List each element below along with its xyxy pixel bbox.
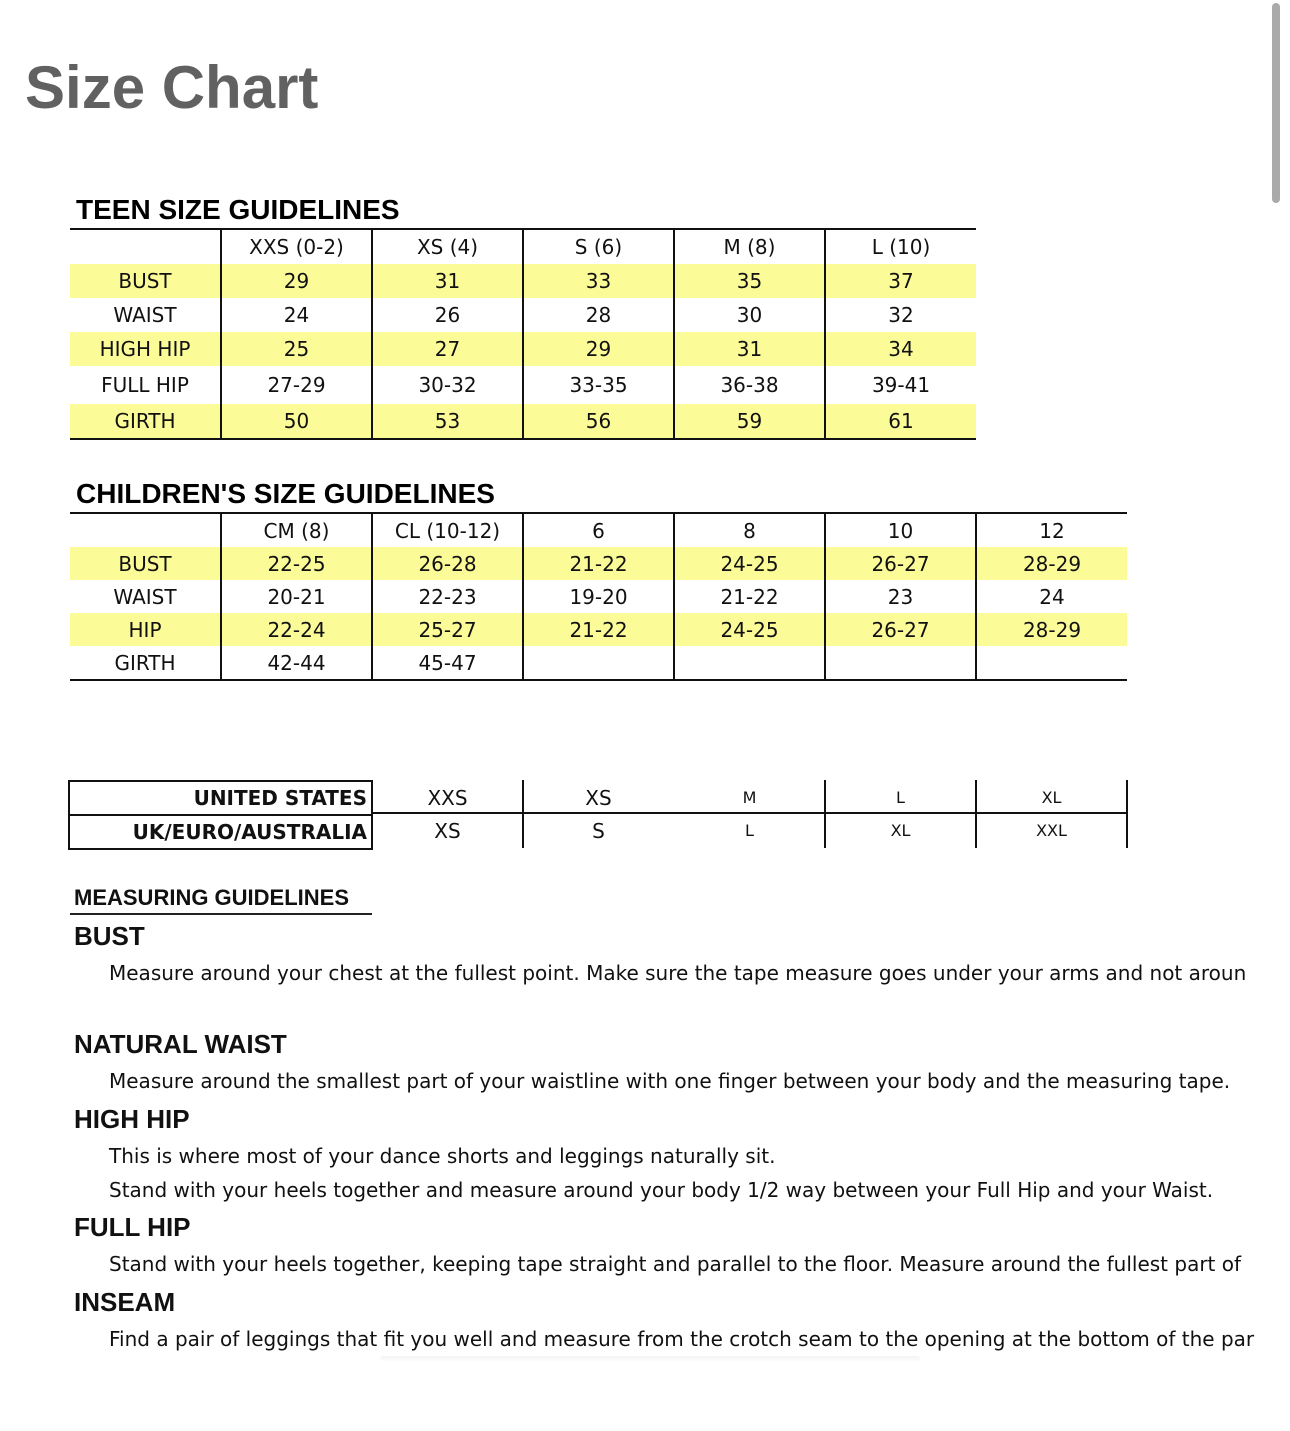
row-label: GIRTH (70, 404, 221, 439)
table-row (70, 613, 1127, 646)
table-cell: 27 (372, 332, 523, 366)
uk-size-cell: XL (890, 821, 911, 840)
table-cell: 59 (674, 404, 825, 439)
table-cell (825, 646, 976, 680)
table-cell: 19-20 (523, 580, 674, 613)
table-cell: 22-25 (221, 547, 372, 580)
table-cell: 24-25 (674, 547, 825, 580)
table-cell: 21-22 (523, 613, 674, 646)
table-cell: 45-47 (372, 646, 523, 680)
table-row (70, 264, 976, 298)
table-cell: 39-41 (825, 366, 976, 404)
guideline-text: Find a pair of leggings that fit you well and measure from the crotch seam to the opening at the bottom of the par (109, 1327, 1255, 1351)
title-underline (70, 913, 372, 915)
table-cell (523, 646, 674, 680)
scrollbar-thumb[interactable] (1272, 3, 1280, 203)
row-label: HIGH HIP (70, 332, 221, 366)
children-size-table (70, 512, 1127, 681)
guideline-heading: HIGH HIP (74, 1104, 190, 1134)
table-cell: 20-21 (221, 580, 372, 613)
row-label: FULL HIP (101, 373, 189, 397)
uk-size-cell: XXL (1036, 821, 1067, 840)
region-label-box (68, 780, 373, 850)
us-size-cell: XXS (427, 786, 468, 810)
table-cell: 31 (372, 264, 523, 298)
header-cell: CM (8) (221, 513, 372, 547)
table-cell (976, 646, 1127, 680)
table-header-row (70, 513, 1127, 547)
table-cell: 30-32 (372, 366, 523, 404)
header-cell: 6 (523, 513, 674, 547)
table-cell: 26 (372, 298, 523, 332)
us-region-label: UNITED STATES (193, 786, 367, 810)
table-cell: 26-27 (825, 613, 976, 646)
measuring-guidelines-title: MEASURING GUIDELINES (74, 885, 350, 910)
table-cell: 24 (221, 298, 372, 332)
table-cell: 34 (825, 332, 976, 366)
divider (371, 812, 1128, 814)
row-label: WAIST (113, 303, 177, 327)
table-cell: 53 (372, 404, 523, 439)
header-cell: CL (10-12) (372, 513, 523, 547)
table-cell: 35 (674, 264, 825, 298)
table-cell: 24-25 (674, 613, 825, 646)
table-row (70, 332, 976, 366)
table-cell: 21-22 (674, 580, 825, 613)
row-label: BUST (70, 547, 221, 580)
table-cell: 37 (825, 264, 976, 298)
header-cell: 10 (825, 513, 976, 547)
table-cell: 32 (825, 298, 976, 332)
table-cell: 42-44 (221, 646, 372, 680)
guideline-heading: INSEAM (74, 1287, 176, 1317)
table-cell: 25 (221, 332, 372, 366)
uk-size-cell: S (592, 819, 605, 843)
table-row (70, 298, 976, 332)
table-row (70, 366, 976, 404)
uk-size-cell: L (745, 821, 754, 840)
table-cell: 26-27 (825, 547, 976, 580)
page-title: Size Chart (25, 54, 319, 121)
header-cell (70, 229, 221, 264)
guideline-heading: NATURAL WAIST (74, 1029, 287, 1059)
us-size-cell: XS (585, 786, 612, 810)
header-cell: 12 (976, 513, 1127, 547)
table-cell: 30 (674, 298, 825, 332)
table-cell: 61 (825, 404, 976, 439)
header-cell: 8 (674, 513, 825, 547)
guideline-text: Stand with your heels together, keeping tape straight and parallel to the floor. Measure around the fullest part of (109, 1252, 1242, 1276)
table-cell: 33 (523, 264, 674, 298)
table-cell: 31 (674, 332, 825, 366)
table-cell: 23 (825, 580, 976, 613)
guideline-heading: BUST (74, 921, 145, 951)
header-cell: L (10) (825, 229, 976, 264)
table-cell: 28 (523, 298, 674, 332)
header-cell: XXS (0-2) (221, 229, 372, 264)
table-cell: 25-27 (372, 613, 523, 646)
table-cell: 28-29 (976, 613, 1127, 646)
row-label: HIP (70, 613, 221, 646)
header-cell: M (8) (674, 229, 825, 264)
table-cell: 22-23 (372, 580, 523, 613)
table-cell: 29 (221, 264, 372, 298)
table-cell: 56 (523, 404, 674, 439)
table-cell: 29 (523, 332, 674, 366)
us-size-cell: XL (1041, 788, 1062, 807)
children-section-title: CHILDREN'S SIZE GUIDELINES (76, 478, 495, 509)
teen-section-title: TEEN SIZE GUIDELINES (76, 194, 400, 225)
us-size-cell: L (896, 788, 905, 807)
header-cell: S (6) (523, 229, 674, 264)
guideline-text: Measure around your chest at the fullest point. Make sure the tape measure goes under your arms and not aroun (109, 961, 1247, 985)
table-cell: 36-38 (674, 366, 825, 404)
guideline-heading: FULL HIP (74, 1212, 191, 1242)
table-cell: 50 (221, 404, 372, 439)
row-label: WAIST (113, 584, 177, 609)
table-header-row (70, 229, 976, 264)
guideline-text: Stand with your heels together and measure around your body 1/2 way between your Full Hip and your Waist. (109, 1178, 1214, 1202)
table-cell: 22-24 (221, 613, 372, 646)
header-cell (70, 513, 221, 547)
size-conversion-table (68, 780, 1130, 848)
table-cell: 21-22 (523, 547, 674, 580)
guideline-text: Measure around the smallest part of your waistline with one finger between your body and the measuring tape. (109, 1069, 1231, 1093)
table-cell: 26-28 (372, 547, 523, 580)
guideline-text: This is where most of your dance shorts and leggings naturally sit. (109, 1144, 776, 1168)
table-row (70, 646, 1127, 680)
table-cell: 27-29 (221, 366, 372, 404)
table-cell: 33-35 (523, 366, 674, 404)
table-cell: 24 (976, 580, 1127, 613)
table-row (70, 547, 1127, 580)
row-label: GIRTH (70, 646, 221, 680)
table-row (70, 580, 1127, 613)
uk-size-cell: XS (434, 819, 461, 843)
page-shadow (380, 1356, 920, 1362)
table-row (70, 404, 976, 439)
us-size-cell: M (742, 788, 757, 807)
table-cell (674, 646, 825, 680)
table-cell: 28-29 (976, 547, 1127, 580)
uk-region-label: UK/EURO/AUSTRALIA (132, 820, 367, 844)
header-cell: XS (4) (372, 229, 523, 264)
teen-size-table (70, 228, 976, 440)
row-label: BUST (70, 264, 221, 298)
